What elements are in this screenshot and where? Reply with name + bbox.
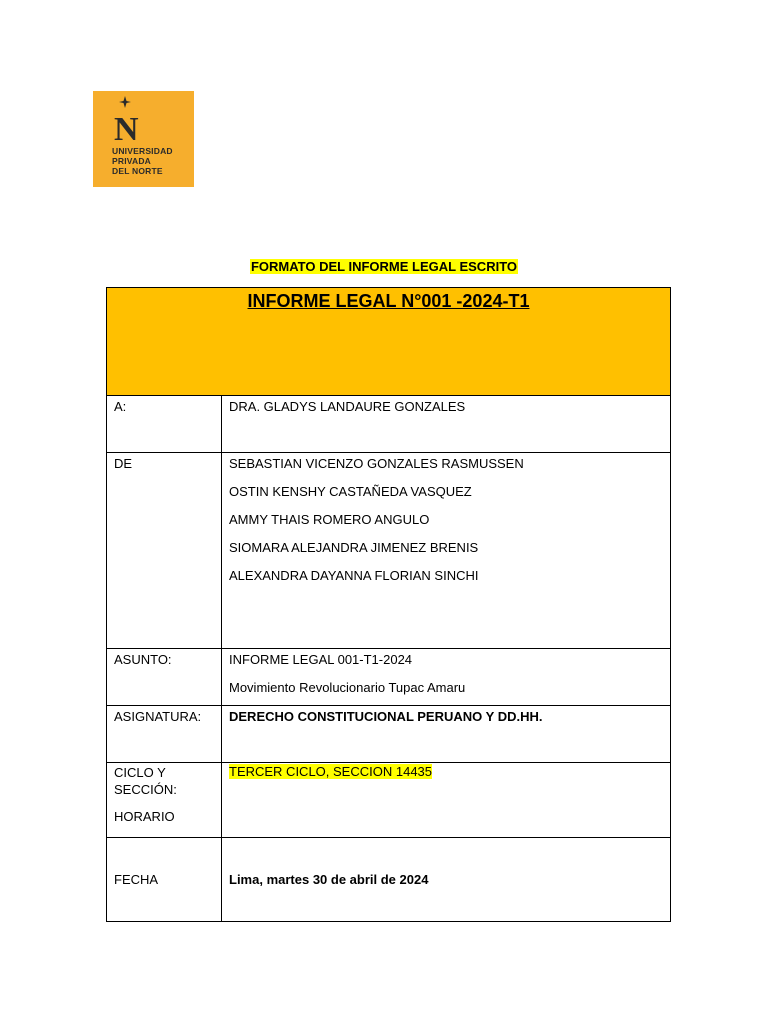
label-fecha: FECHA	[107, 838, 222, 922]
logo-line-2: PRIVADA	[112, 156, 152, 166]
row-asignatura	[107, 706, 671, 763]
row-a	[107, 396, 671, 453]
value-asunto	[222, 649, 671, 706]
header-row	[107, 288, 671, 396]
logo-wordmark	[112, 146, 173, 176]
row-fecha	[107, 838, 671, 922]
asunto-line-2: Movimiento Revolucionario Tupac Amaru	[229, 680, 466, 695]
label-ciclo: CICLO Y SECCIÓN: HORARIO	[107, 763, 222, 838]
document-subtitle	[0, 259, 768, 274]
asunto-line-1: INFORME LEGAL 001-T1-2024	[229, 652, 413, 667]
value-ciclo	[222, 763, 671, 838]
label-a: A:	[107, 396, 222, 453]
logo-line-1: UNIVERSIDAD	[112, 146, 173, 156]
row-ciclo	[107, 763, 671, 838]
subtitle-text: FORMATO DEL INFORME LEGAL ESCRITO	[250, 259, 518, 274]
author-name: OSTIN KENSHY CASTAÑEDA VASQUEZ	[229, 484, 472, 499]
report-table	[106, 287, 671, 922]
value-de	[222, 453, 671, 649]
row-de	[107, 453, 671, 649]
logo-letter: N	[114, 111, 139, 148]
ciclo-value: TERCER CICLO, SECCION 14435	[229, 764, 433, 779]
report-title: INFORME LEGAL N°001 -2024-T1	[247, 291, 530, 311]
author-name: ALEXANDRA DAYANNA FLORIAN SINCHI	[229, 568, 479, 583]
label-asunto: ASUNTO:	[107, 649, 222, 706]
value-asignatura: DERECHO CONSTITUCIONAL PERUANO Y DD.HH.	[222, 706, 671, 763]
logo-line-3: DEL NORTE	[112, 166, 163, 176]
header-cell	[107, 288, 671, 396]
author-name: AMMY THAIS ROMERO ANGULO	[229, 512, 430, 527]
author-name: SIOMARA ALEJANDRA JIMENEZ BRENIS	[229, 540, 479, 555]
label-asignatura: ASIGNATURA:	[107, 706, 222, 763]
value-fecha: Lima, martes 30 de abril de 2024	[222, 838, 671, 922]
row-asunto	[107, 649, 671, 706]
value-a: DRA. GLADYS LANDAURE GONZALES	[222, 396, 671, 453]
author-name: SEBASTIAN VICENZO GONZALES RASMUSSEN	[229, 456, 524, 471]
label-de: DE	[107, 453, 222, 649]
university-logo	[93, 91, 194, 187]
